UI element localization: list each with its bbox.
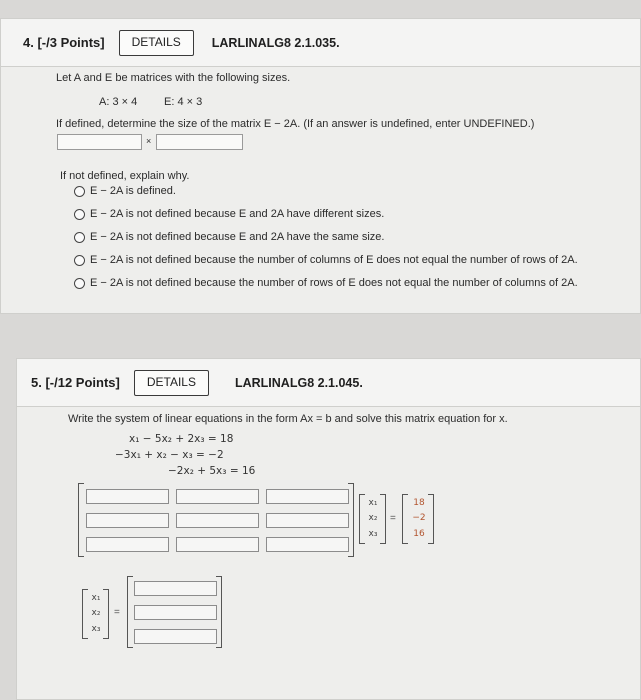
radio-option-2[interactable] xyxy=(74,209,85,220)
q4-size-e: E: 4 × 3 xyxy=(164,96,203,108)
option-label: E − 2A is defined. xyxy=(90,185,176,197)
a11-input[interactable] xyxy=(86,489,169,504)
x3-label: x₃ xyxy=(91,623,101,634)
question-5-panel xyxy=(16,358,641,700)
q4-prompt: If defined, determine the size of the matrix E − 2A. (If an answer is undefined, enter UNDEFINED.) xyxy=(56,118,535,130)
matrix-a-left-bracket xyxy=(78,483,84,557)
a22-input[interactable] xyxy=(176,513,259,528)
a31-input[interactable] xyxy=(86,537,169,552)
question-5-number: 5. [-/12 Points] xyxy=(31,375,120,390)
columns-input[interactable] xyxy=(156,134,243,150)
a32-input[interactable] xyxy=(176,537,259,552)
details-button[interactable]: DETAILS xyxy=(119,30,194,56)
b2-value: −2 xyxy=(412,513,426,524)
equation-3: −2x₂ + 5x₃ = 16 xyxy=(168,465,256,477)
q4-intro: Let A and E be matrices with the following sizes. xyxy=(56,72,291,84)
times-symbol: × xyxy=(146,136,152,146)
a21-input[interactable] xyxy=(86,513,169,528)
details-button[interactable]: DETAILS xyxy=(134,370,209,396)
radio-option-4[interactable] xyxy=(74,255,85,266)
b-vector-right-bracket xyxy=(428,494,434,544)
solution-right-bracket xyxy=(216,576,222,648)
b-vector xyxy=(408,496,430,542)
x2-label: x₂ xyxy=(368,513,378,524)
option-row[interactable] xyxy=(74,185,176,197)
question-4-header xyxy=(1,19,640,67)
option-row[interactable] xyxy=(74,277,578,289)
a23-input[interactable] xyxy=(266,513,349,528)
a12-input[interactable] xyxy=(176,489,259,504)
radio-option-3[interactable] xyxy=(74,232,85,243)
radio-option-1[interactable] xyxy=(74,186,85,197)
question-4-panel xyxy=(0,18,641,314)
a33-input[interactable] xyxy=(266,537,349,552)
solution-x3-input[interactable] xyxy=(134,629,217,644)
solution-left-bracket xyxy=(127,576,133,648)
rows-input[interactable] xyxy=(57,134,142,150)
question-5-code: LARLINALG8 2.1.045. xyxy=(234,375,363,390)
option-label: E − 2A is not defined because the number of columns of E does not equal the number of rows of 2A. xyxy=(90,254,578,266)
solution-equals-sign: = xyxy=(114,607,120,618)
q5-prompt: Write the system of linear equations in the form Ax = b and solve this matrix equation for x. xyxy=(68,413,508,425)
x1-label: x₁ xyxy=(91,593,101,604)
x3-label: x₃ xyxy=(368,528,378,539)
option-label: E − 2A is not defined because E and 2A have the same size. xyxy=(90,231,385,243)
matrix-a-right-bracket xyxy=(348,483,354,557)
b3-value: 16 xyxy=(413,528,425,539)
b1-value: 18 xyxy=(413,498,425,509)
question-5-header xyxy=(17,359,640,407)
solution-x1-input[interactable] xyxy=(134,581,217,596)
solution-x-right-bracket xyxy=(103,589,109,639)
q4-size-a: A: 3 × 4 xyxy=(99,96,138,108)
question-4-number: 4. [-/3 Points] xyxy=(23,35,105,50)
option-label: E − 2A is not defined because E and 2A have different sizes. xyxy=(90,208,385,220)
q4-explain: If not defined, explain why. xyxy=(60,170,190,182)
a13-input[interactable] xyxy=(266,489,349,504)
option-row[interactable] xyxy=(74,231,384,243)
equation-2: −3x₁ + x₂ − x₃ = −2 xyxy=(115,449,224,461)
equals-sign: = xyxy=(390,513,396,524)
x2-label: x₂ xyxy=(91,608,101,619)
option-row[interactable] xyxy=(74,208,384,220)
x1-label: x₁ xyxy=(368,498,378,509)
option-label: E − 2A is not defined because the number of rows of E does not equal the number of columns of 2A. xyxy=(90,277,578,289)
radio-option-5[interactable] xyxy=(74,278,85,289)
equation-1: x₁ − 5x₂ + 2x₃ = 18 xyxy=(129,433,234,445)
option-row[interactable] xyxy=(74,254,578,266)
question-4-code: LARLINALG8 2.1.035. xyxy=(211,35,340,50)
solution-x2-input[interactable] xyxy=(134,605,217,620)
x-vector-right-bracket xyxy=(380,494,386,544)
